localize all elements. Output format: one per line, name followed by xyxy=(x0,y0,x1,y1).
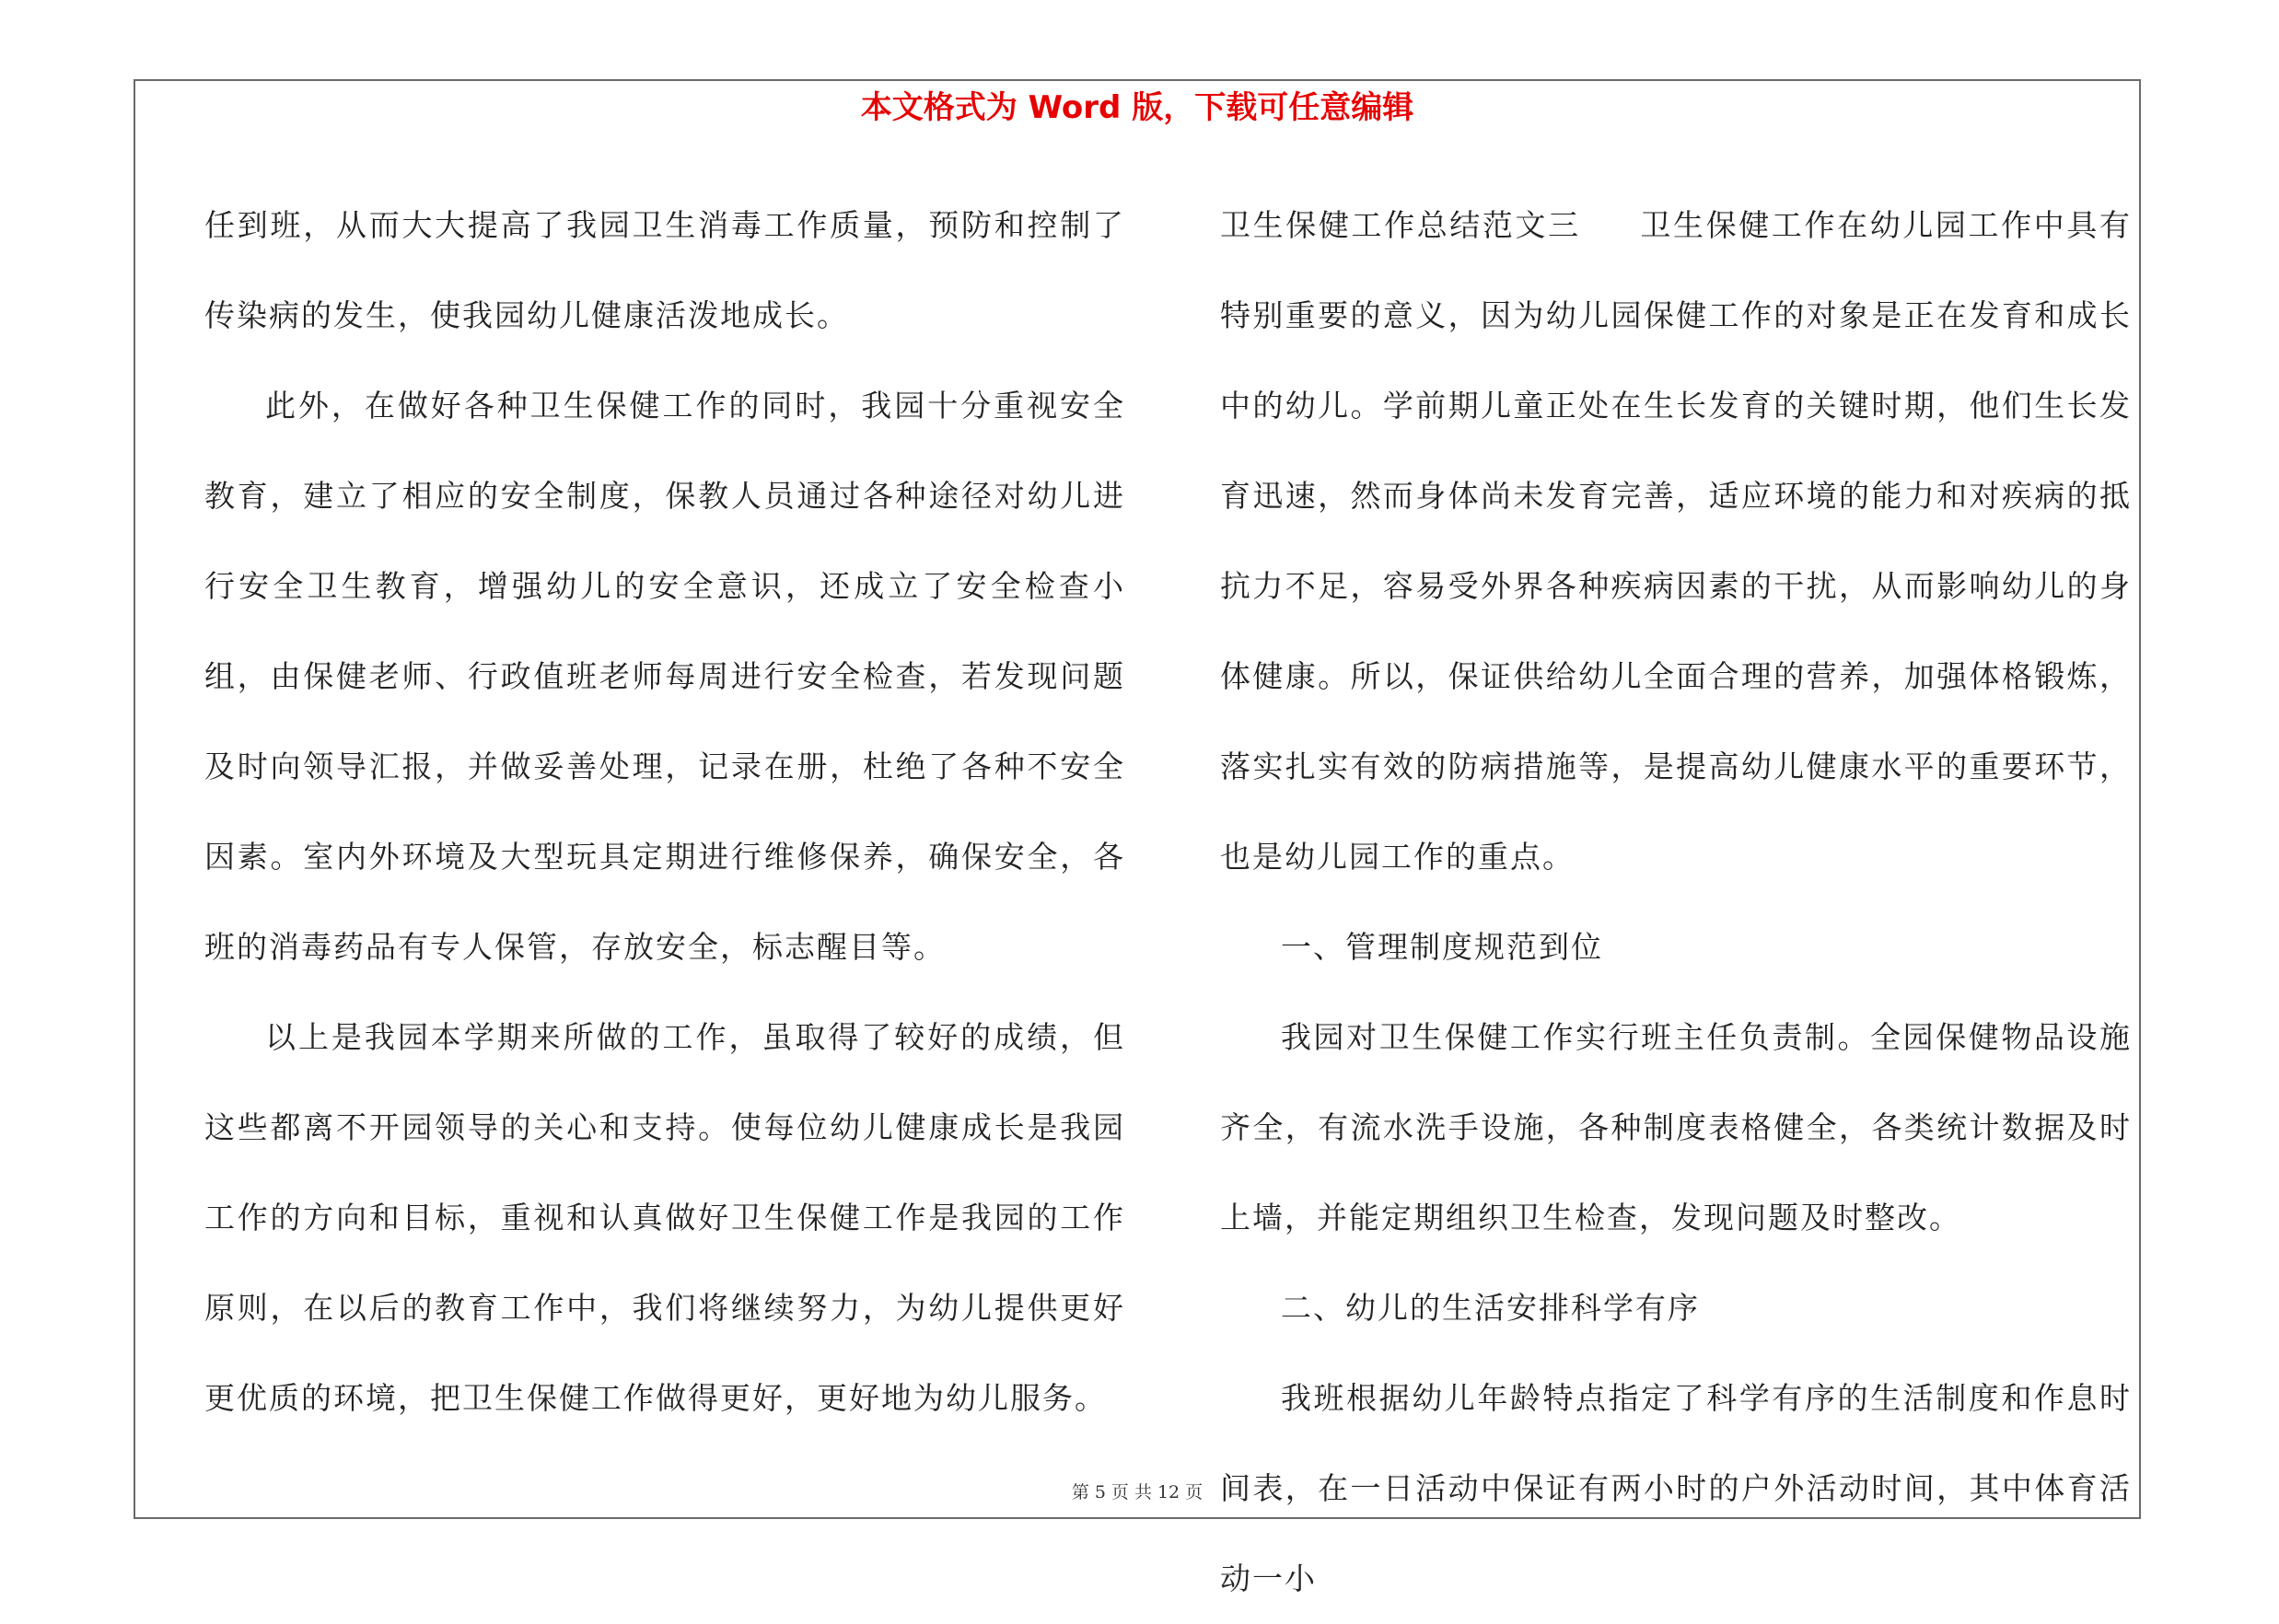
intro-text: 卫生保健工作在幼儿园工作中具有特别重要的意义，因为幼儿园保健工作的对象是正在发育和成长中的幼儿。学前期儿童正处在生长发育的关键时期，他们生长发育迅速，然而身体尚未发育完善，适应环境的能力和对疾病的抵抗力不足，容易受外界各种疾病因素的干扰，从而影响幼儿的身体健康。所以，保证供给幼儿全面合理的营养，加强体格锻炼，落实扎实有效的防病措施等，是提高幼儿健康水平的重要环节，也是幼儿园工作的重点。 xyxy=(1220,207,2133,875)
footer-suffix: 页 xyxy=(1185,1482,1203,1502)
paragraph: 此外，在做好各种卫生保健工作的同时，我园十分重视安全教育，建立了相应的安全制度，保教人员通过各种途径对幼儿进行安全卫生教育，增强幼儿的安全意识，还成立了安全检查小组，由保健老师、行政值班老师每周进行安全检查，若发现问题及时向领导汇报，并做妥善处理，记录在册，杜绝了各种不安全因素。室内外环境及大型玩具定期进行维修保养，确保安全，各班的消毒药品有专人保管，存放安全，标志醒目等。 xyxy=(204,388,1125,965)
current-page-number: 5 xyxy=(1094,1482,1106,1502)
section-heading: 卫生保健工作总结范文三 xyxy=(1220,207,1581,243)
page-frame xyxy=(134,79,2141,1596)
left-column xyxy=(204,180,1125,1444)
word-format-banner: 本文格式为 Word 版，下载可任意编辑 xyxy=(860,89,1414,126)
paragraph: 任到班，从而大大提高了我园卫生消毒工作质量，预防和控制了传染病的发生，使我园幼儿健康活泼地成长。 xyxy=(204,207,1125,333)
page-number-footer xyxy=(135,1484,2139,1502)
footer-prefix: 第 xyxy=(1071,1482,1089,1502)
total-page-count: 12 xyxy=(1157,1482,1180,1502)
footer-middle: 页 共 xyxy=(1110,1482,1152,1502)
paragraph: 我园对卫生保健工作实行班主任负责制。全园保健物品设施齐全，有流水洗手设施，各种制度表格健全，各类统计数据及时上墙，并能定期组织卫生检查，发现问题及时整改。 xyxy=(1220,1019,2132,1235)
paragraph: 以上是我园本学期来所做的工作，虽取得了较好的成绩，但这些都离不开园领导的关心和支持。使每位幼儿健康成长是我园工作的方向和目标，重视和认真做好卫生保健工作是我园的工作原则，在以后的教育工作中，我们将继续努力，为幼儿提供更好更优质的环境，把卫生保健工作做得更好，更好地为幼儿服务。 xyxy=(204,1019,1125,1416)
section-title: 一、管理制度规范到位 xyxy=(1281,929,1603,965)
intro-paragraph xyxy=(1220,180,2132,902)
paragraph: 我班根据幼儿年龄特点指定了科学有序的生活制度和作息时间表，在一日活动中保证有两小时的户外活动时间，其中体育活动一小 xyxy=(1220,1380,2132,1596)
section-title: 二、幼儿的生活安排科学有序 xyxy=(1281,1290,1700,1326)
right-column xyxy=(1220,180,2132,1624)
